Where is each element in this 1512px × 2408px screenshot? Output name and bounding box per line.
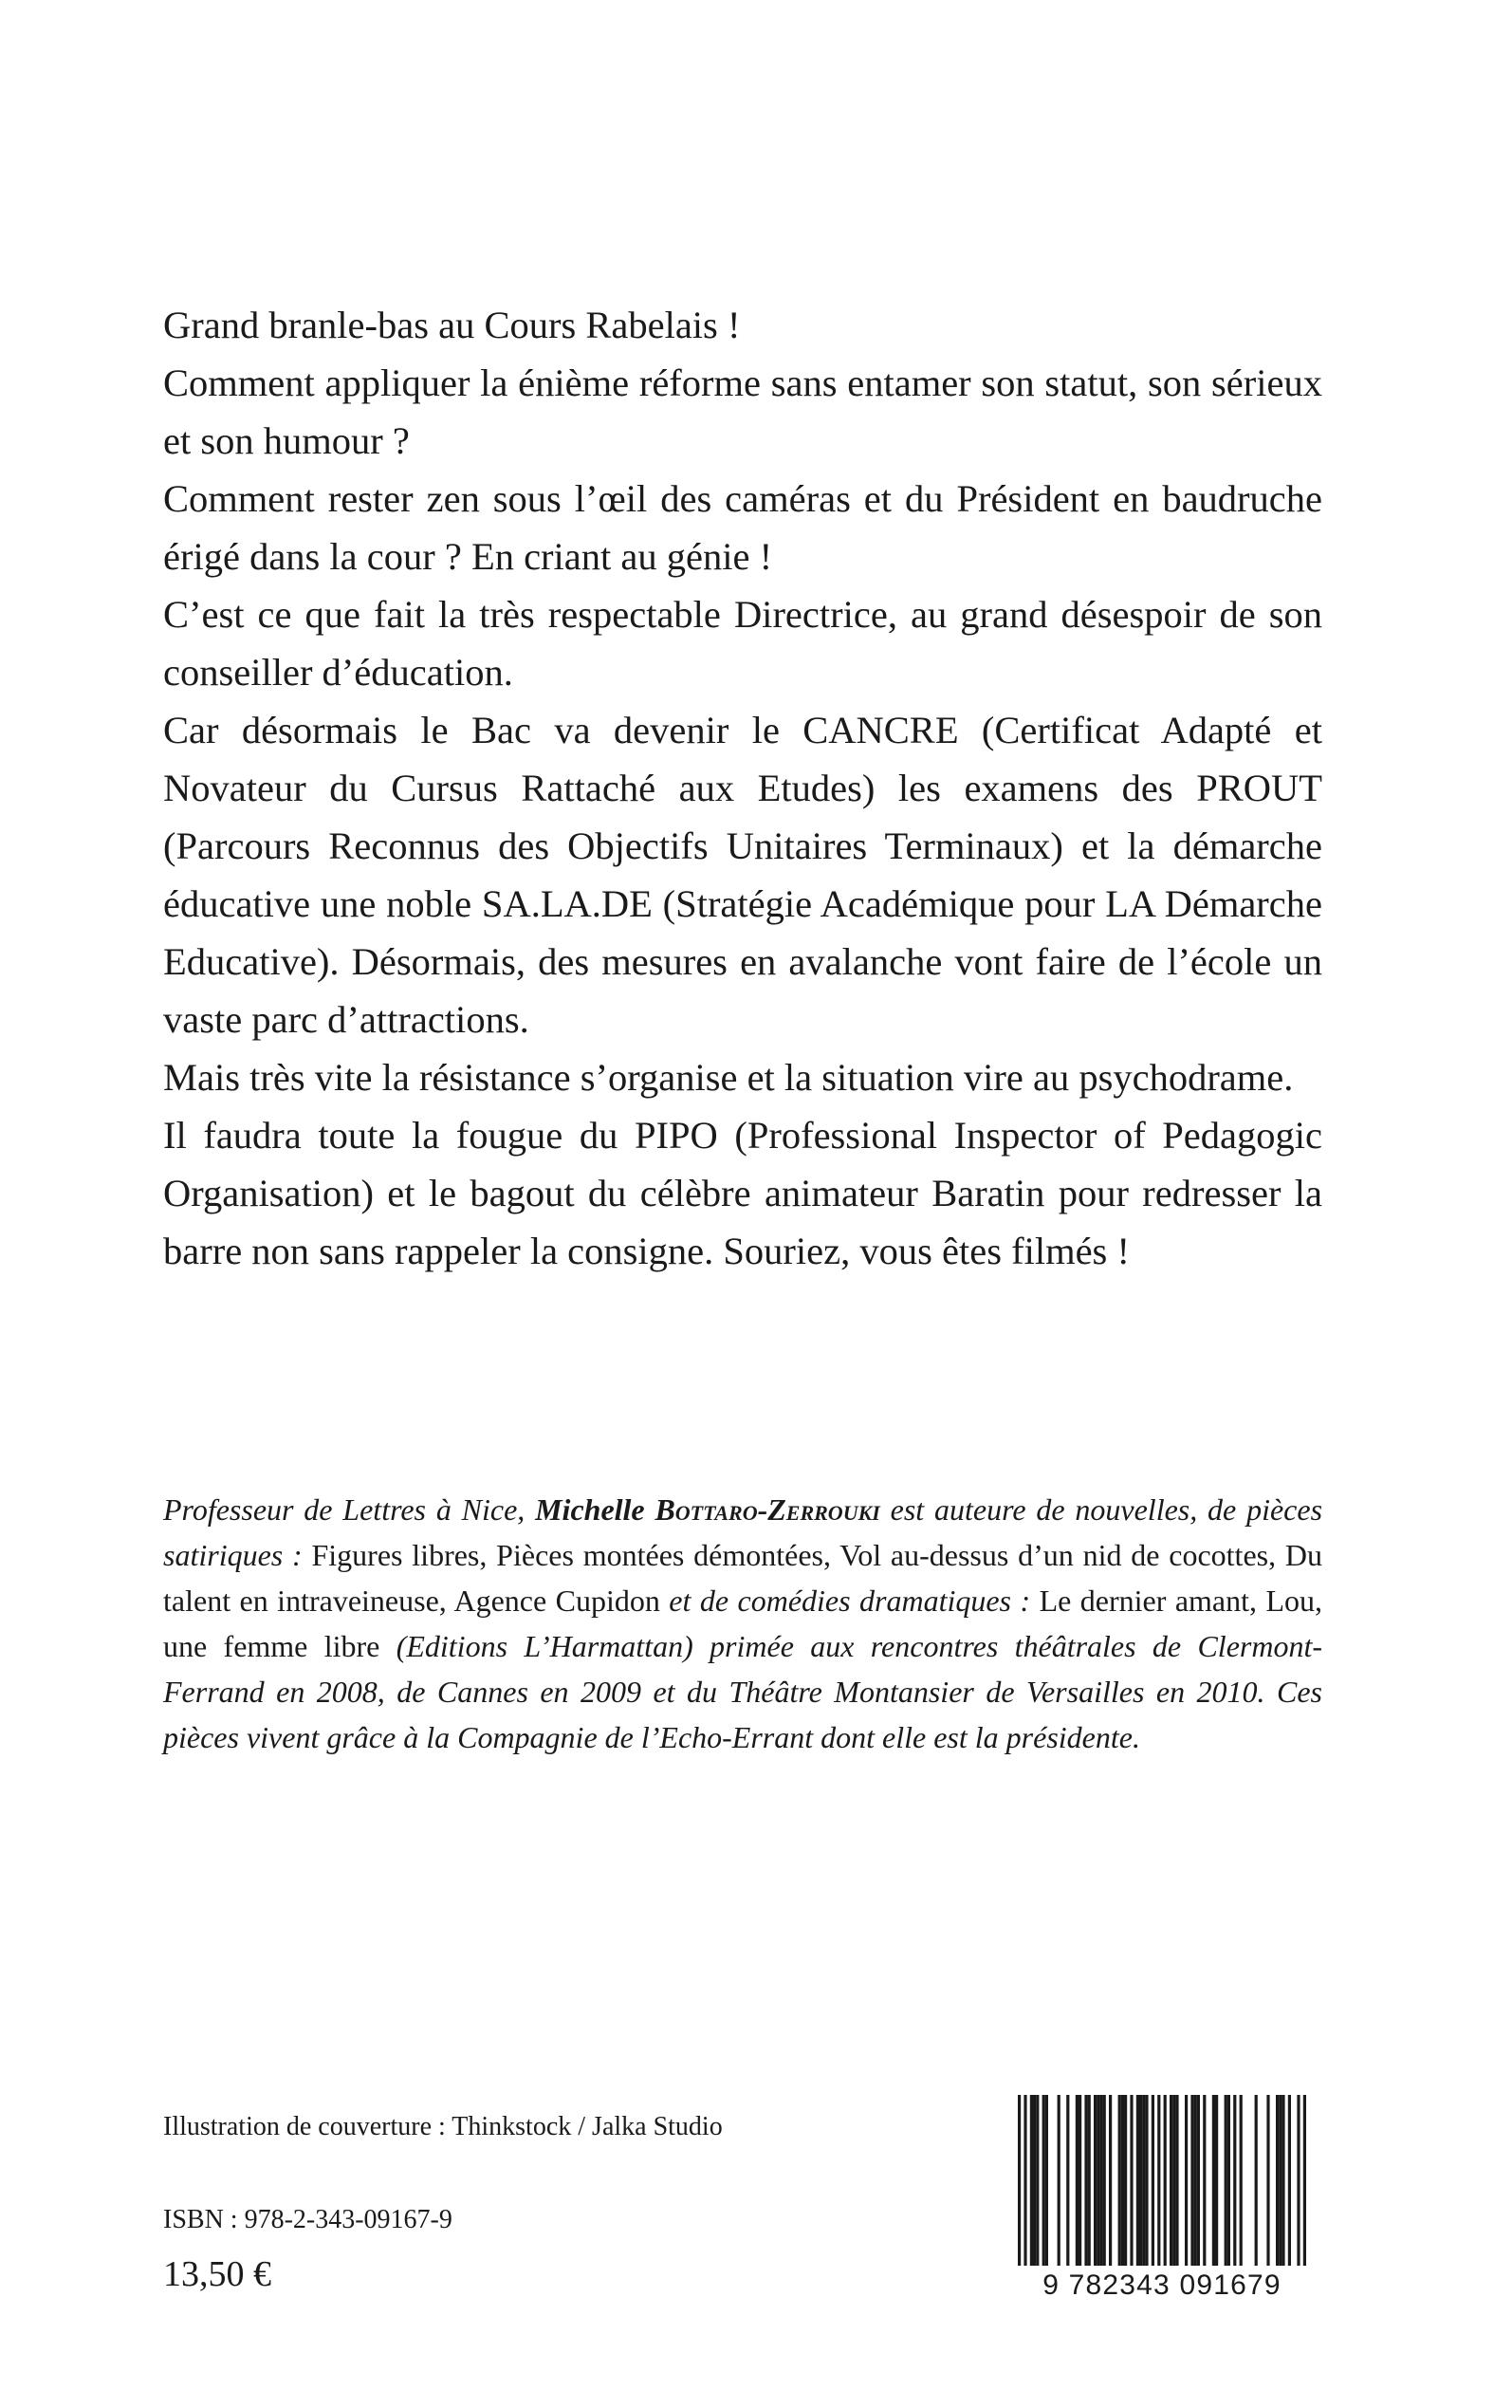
barcode-bar: [1033, 2095, 1036, 2266]
barcode-bar: [1157, 2095, 1160, 2266]
blurb-paragraph-1: Grand branle-bas au Cours Rabelais !: [163, 304, 741, 346]
barcode-bar: [1076, 2095, 1079, 2266]
barcode-bar: [1175, 2095, 1178, 2266]
barcode-bar: [1118, 2095, 1121, 2266]
barcode-bar: [1018, 2095, 1021, 2266]
barcode-bar: [1023, 2095, 1026, 2266]
barcode-bar: [1088, 2095, 1091, 2266]
barcode-bar: [1233, 2095, 1236, 2266]
author-first-name: Michelle: [535, 1492, 655, 1527]
barcode-digits: 9 782343 091679: [1042, 2269, 1282, 2301]
bio-dramatic-intro: et de comédies dramatiques :: [659, 1584, 1040, 1618]
satirical-works: Figures libres, Pièces montées démontées, Vol au-dessus d’un nid de cocottes, Du talent en intraveineuse, Agence Cupidon: [163, 1538, 1322, 1618]
barcode-bar: [1215, 2095, 1218, 2266]
author-last-name: Bottaro-Zerrouki: [655, 1492, 880, 1527]
barcode-bar: [1227, 2095, 1230, 2266]
barcode-bar: [1266, 2095, 1269, 2266]
barcode-bar: [1124, 2095, 1127, 2266]
author-bio: [163, 1487, 1322, 1760]
cover-credit: Illustration de couverture : Thinkstock / Jalka Studio: [163, 2112, 723, 2141]
barcode-bar: [1094, 2095, 1097, 2266]
barcode-bar: [1255, 2095, 1258, 2266]
barcode-bar: [1185, 2095, 1188, 2266]
barcode-bar: [1172, 2095, 1175, 2266]
barcode-bar: [1109, 2095, 1112, 2266]
blurb-paragraph-6: Mais très vite la résistance s’organise et la situation vire au psychodrame.: [163, 1056, 1294, 1099]
barcode-bar: [1225, 2095, 1227, 2266]
barcode-bar: [1197, 2095, 1200, 2266]
barcode-bar: [1045, 2095, 1048, 2266]
blurb-paragraph-5: Car désormais le Bac va devenir le CANCRE (Certificat Adapté et Novateur du Cursus Rattaché aux Etudes) les examens des PROUT (Parcours Reconnus des Objectifs Unitaires Terminaux) et la démarche éducative une noble SA.LA.DE (Stratégie Académique pour LA Démarche Educative). Désormais, des mesures en avalanche vont faire de l’école un vaste parc d’attractions.: [163, 709, 1322, 1041]
barcode-bar: [1142, 2095, 1145, 2266]
barcode-bar: [1139, 2095, 1142, 2266]
barcode-bar: [1130, 2095, 1133, 2266]
barcode-bar: [1136, 2095, 1139, 2266]
barcode-bar: [1121, 2095, 1124, 2266]
barcode-bar: [1084, 2095, 1087, 2266]
barcode-bar: [1079, 2095, 1081, 2266]
barcode-bar: [1058, 2095, 1060, 2266]
barcode-bar: [1212, 2095, 1215, 2266]
barcode-bar: [1303, 2095, 1306, 2266]
barcode-bar: [1042, 2095, 1045, 2266]
barcode-bar: [1030, 2095, 1033, 2266]
barcode-bar: [1276, 2095, 1279, 2266]
barcode-bars: [1001, 2095, 1323, 2269]
barcode-bar: [1297, 2095, 1300, 2266]
barcode-bar: [1203, 2095, 1206, 2266]
bio-intro: Professeur de Lettres à Nice,: [163, 1492, 536, 1527]
barcode-bar: [1164, 2095, 1167, 2266]
barcode-bar: [1282, 2095, 1284, 2266]
dramatic-works: Le dernier amant, Lou, une femme libre: [163, 1584, 1323, 1663]
back-cover-blurb: [163, 296, 1322, 1280]
barcode-bar: [1279, 2095, 1282, 2266]
barcode-bar: [1240, 2095, 1243, 2266]
barcode-bar: [1170, 2095, 1172, 2266]
bio-awards: (Editions L’Harmattan) primée aux rencontres théâtrales de Clermont-Ferrand en 2008, de Cannes en 2009 et du Théâtre Montansier de Versailles en 2010. Ces pièces vivent grâce à la Compagnie de l’Echo-Errant dont elle est la présidente.: [163, 1629, 1323, 1754]
barcode-bar: [1036, 2095, 1039, 2266]
barcode-bar: [1145, 2095, 1148, 2266]
blurb-paragraph-4: C’est ce que fait la très respectable Directrice, au grand désespoir de son conseiller d’éducation.: [163, 593, 1322, 694]
blurb-paragraph-2: Comment appliquer la énième réforme sans entamer son statut, son sérieux et son humour ?: [163, 361, 1322, 462]
isbn: ISBN : 978-2-343-09167-9: [163, 2205, 452, 2234]
barcode-bar: [1103, 2095, 1106, 2266]
blurb-paragraph-3: Comment rester zen sous l’œil des caméras et du Président en baudruche érigé dans la cour ? En criant au génie !: [163, 477, 1322, 578]
barcode-bar: [1190, 2095, 1193, 2266]
blurb-paragraph-7: Il faudra toute la fougue du PIPO (Professional Inspector of Pedagogic Organisation) et le bagout du célèbre animateur Baratin pour redresser la barre non sans rappeler la consigne. Souriez, vous êtes filmés !: [163, 1114, 1322, 1272]
barcode-bar: [1066, 2095, 1069, 2266]
barcode-bar: [1152, 2095, 1154, 2266]
barcode-bar: [1097, 2095, 1099, 2266]
bio-is-author: est auteure de nouvelles, de pièces satiriques :: [163, 1492, 1323, 1572]
barcode-bar: [1288, 2095, 1291, 2266]
price: 13,50 €: [163, 2254, 271, 2294]
barcode-bar: [1194, 2095, 1197, 2266]
barcode-bar: [1099, 2095, 1102, 2266]
barcode: [1001, 2095, 1323, 2313]
